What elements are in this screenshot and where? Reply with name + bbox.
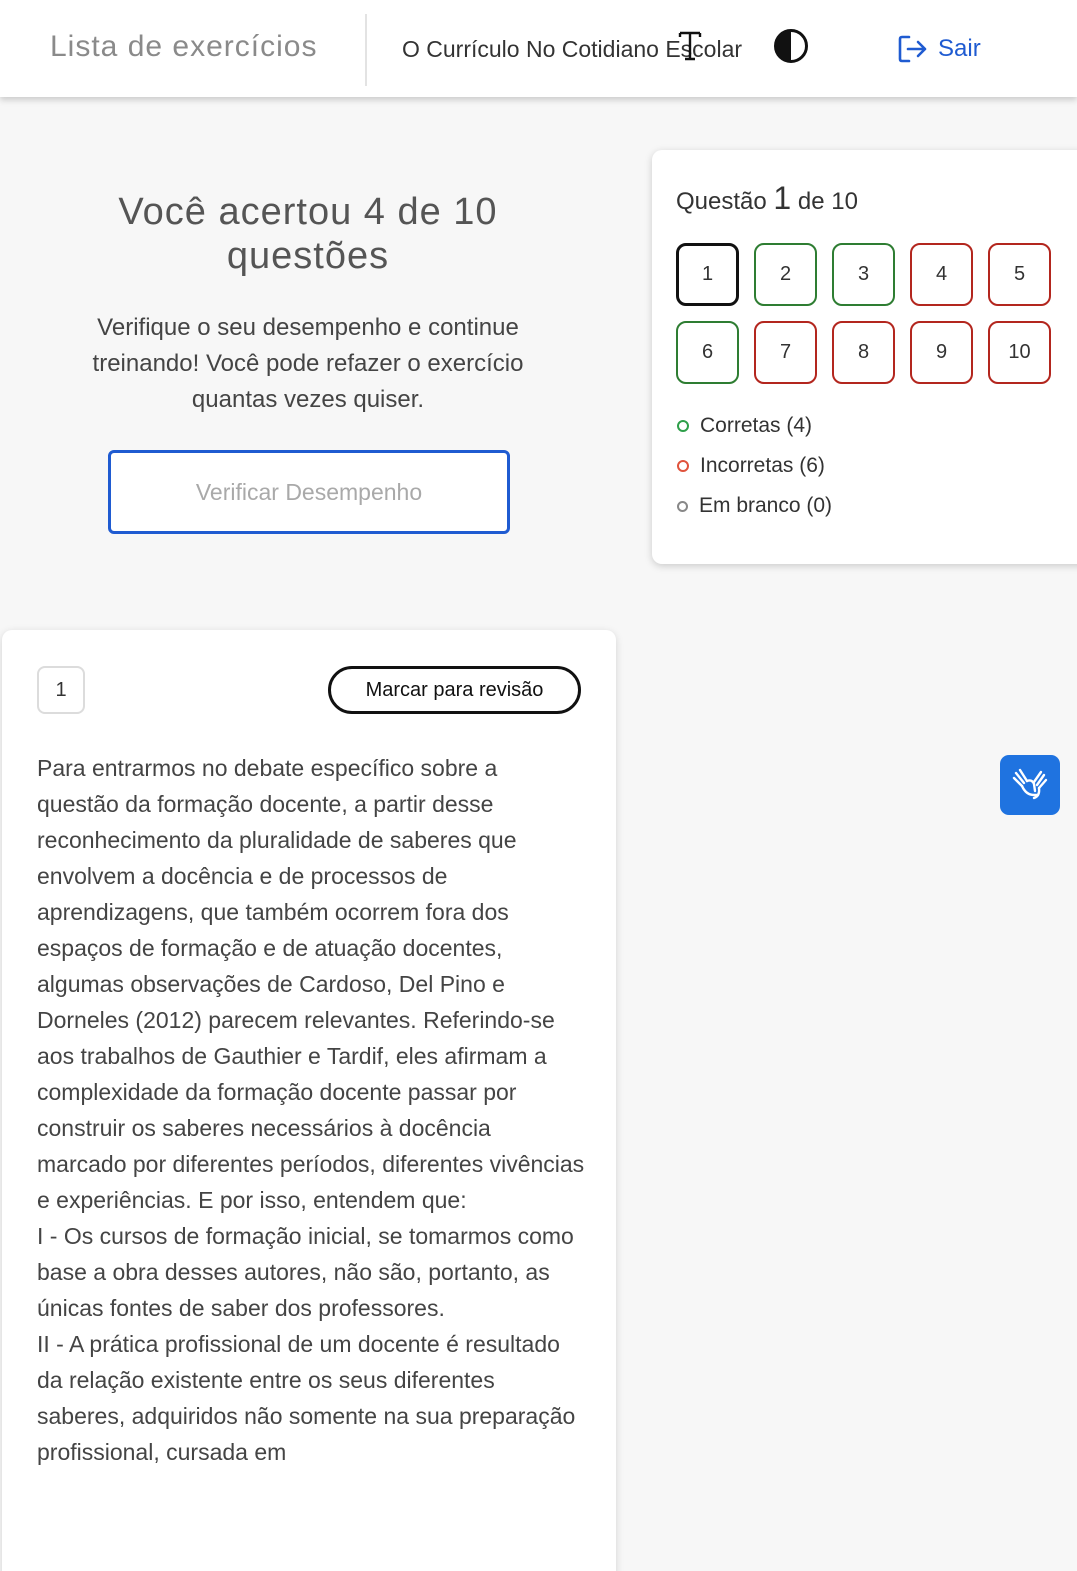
result-summary [30,190,586,418]
question-button-5[interactable]: 5 [988,243,1051,306]
legend-blank-label: Em branco (0) [699,494,833,517]
header-divider [365,14,367,86]
question-navigator [652,150,1077,564]
legend-correct [676,406,832,446]
libras-accessibility-button[interactable] [1000,755,1060,815]
legend-correct-label: Corretas (4) [700,414,813,437]
text-size-icon[interactable] [676,30,704,62]
question-button-7[interactable]: 7 [754,321,817,384]
score-heading: Você acertou 4 de 10 questões [118,191,498,277]
question-button-3[interactable]: 3 [832,243,895,306]
course-title: O Currículo No Cotidiano Escolar [402,36,743,62]
question-indicator-current: 1 [773,180,792,216]
legend-incorrect [676,446,832,486]
status-legend [676,406,832,526]
contrast-icon[interactable] [773,28,809,64]
legend-incorrect-label: Incorretas (6) [700,454,825,477]
question-paragraph: II - A prática profissional de um docente é resultado da relação existente entre os seus diferentes saberes, adquiridos não somente na sua preparação profissional, cursada em [37,1331,576,1465]
question-indicator [676,180,858,217]
mark-for-review-button[interactable]: Marcar para revisão [328,666,581,714]
legend-blank [676,486,832,526]
blank-dot-icon [677,501,688,512]
question-indicator-prefix: Questão [676,188,767,215]
sign-language-icon [1010,765,1050,805]
question-button-10[interactable]: 10 [988,321,1051,384]
result-description: Verifique o seu desempenho e continue treinando! Você pode refazer o exercício quantas vezes quiser. [92,314,524,413]
question-button-6[interactable]: 6 [676,321,739,384]
question-grid [676,243,1056,384]
logout-label: Sair [938,35,981,62]
verify-performance-button[interactable]: Verificar Desempenho [108,450,510,534]
question-statement [37,750,585,1470]
question-button-9[interactable]: 9 [910,321,973,384]
question-card [2,630,616,1571]
correct-dot-icon [677,420,689,432]
question-button-4[interactable]: 4 [910,243,973,306]
question-number-badge: 1 [37,666,85,714]
question-button-1[interactable]: 1 [676,243,739,306]
question-button-8[interactable]: 8 [832,321,895,384]
incorrect-dot-icon [677,460,689,472]
app-title: Lista de exercícios [50,30,318,63]
question-button-2[interactable]: 2 [754,243,817,306]
question-indicator-suffix: de 10 [797,188,858,215]
question-paragraph: Para entrarmos no debate específico sobre a questão da formação docente, a partir desse reconhecimento da pluralidade de saberes que envolvem a docência e de processos de aprendizagens, que também ocorrem fora dos espaços de formação e de atuação docentes, algumas observações de Cardoso, Del Pino e Dorneles (2012) parecem relevantes. Referindo-se aos trabalhos de Gauthier e Tardif, eles afirmam a complexidade da formação docente passar por construir os saberes necessários à docência marcado por diferentes períodos, diferentes vivências e experiências. E por isso, entendem que: [37,755,585,1213]
logout-icon [896,33,928,65]
question-paragraph: I - Os cursos de formação inicial, se tomarmos como base a obra desses autores, não são, portanto, as únicas fontes de saber dos professores. [37,1223,574,1321]
logout-button[interactable] [896,32,981,66]
top-header [0,0,1077,97]
